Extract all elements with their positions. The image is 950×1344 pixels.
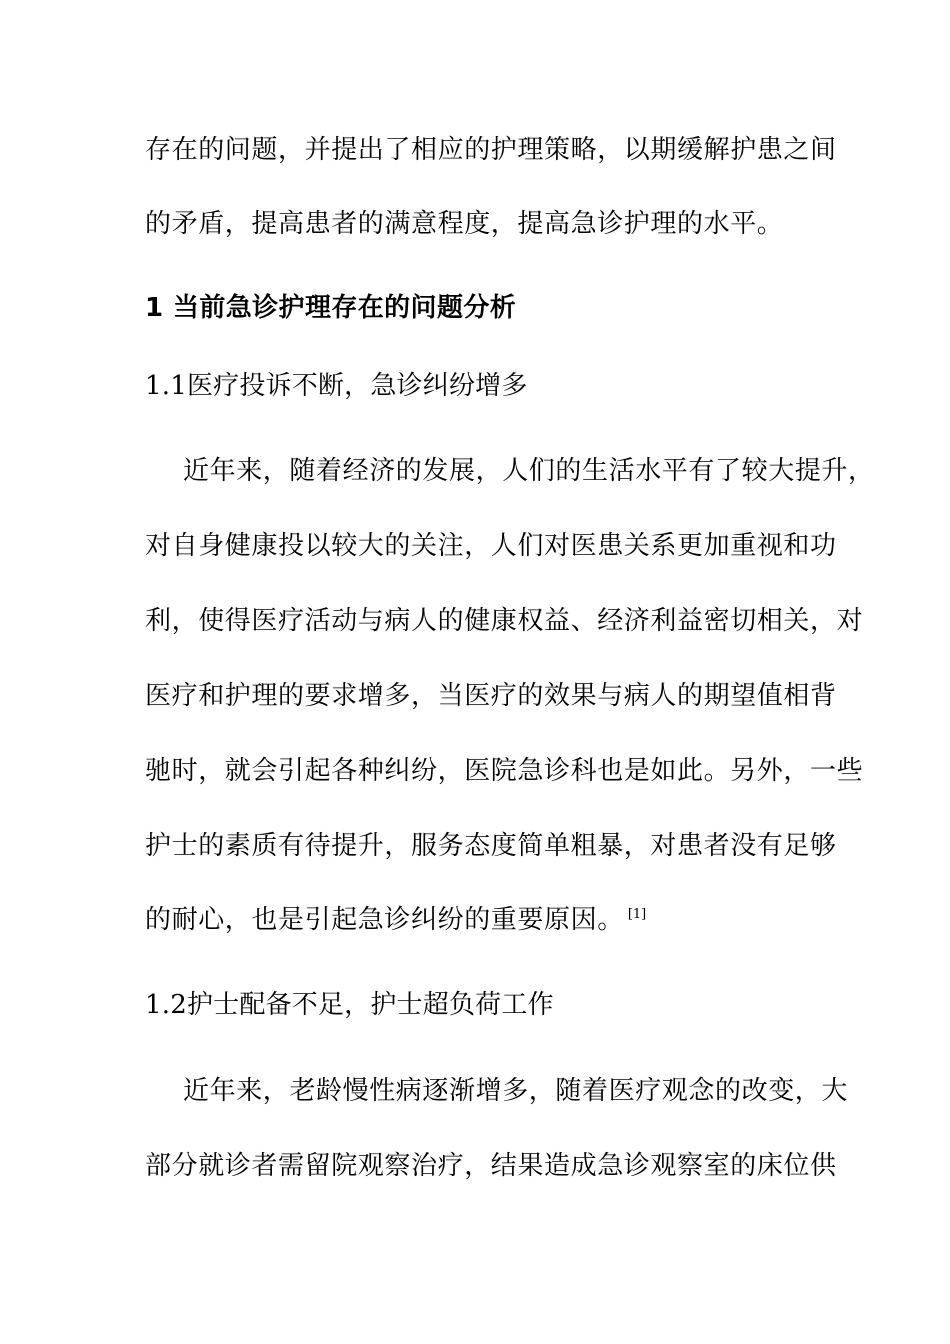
section-1-2-line-2: 部分就诊者需留院观察治疗，结果造成急诊观察室的床位供 (145, 1151, 837, 1181)
intro-line-1: 存在的问题，并提出了相应的护理策略，以期缓解护患之间 (145, 135, 837, 165)
section-1-1-line-7-text: 的耐心，也是引起急诊纠纷的重要原因。 (145, 905, 624, 935)
citation-reference: [1] (627, 907, 647, 923)
section-1-1-line-6: 护士的素质有待提升，服务态度简单粗暴，对患者没有足够 (145, 831, 837, 861)
section-1-1-line-5: 驰时，就会引起各种纠纷，医院急诊科也是如此。另外，一些 (145, 756, 864, 786)
section-1-1-line-3: 利，使得医疗活动与病人的健康权益、经济利益密切相关，对 (145, 606, 864, 636)
intro-line-2: 的矛盾，提高患者的满意程度，提高急诊护理的水平。 (145, 209, 784, 239)
section-1-1-line-7 (145, 900, 815, 940)
section-1-1-line-1: 近年来，随着经济的发展，人们的生活水平有了较大提升， (183, 456, 875, 486)
section-1-heading: 1 当前急诊护理存在的问题分析 (145, 293, 517, 323)
section-1-2-heading: 1.2护士配备不足，护士超负荷工作 (145, 990, 554, 1020)
section-1-1-heading: 1.1医疗投诉不断，急诊纠纷增多 (145, 371, 528, 401)
section-1-1-line-4: 医疗和护理的要求增多，当医疗的效果与病人的期望值相背 (145, 681, 837, 711)
section-1-1-line-2: 对自身健康投以较大的关注，人们对医患关系更加重视和功 (145, 531, 837, 561)
section-1-2-line-1: 近年来，老龄慢性病逐渐增多，随着医疗观念的改变，大 (183, 1076, 849, 1106)
